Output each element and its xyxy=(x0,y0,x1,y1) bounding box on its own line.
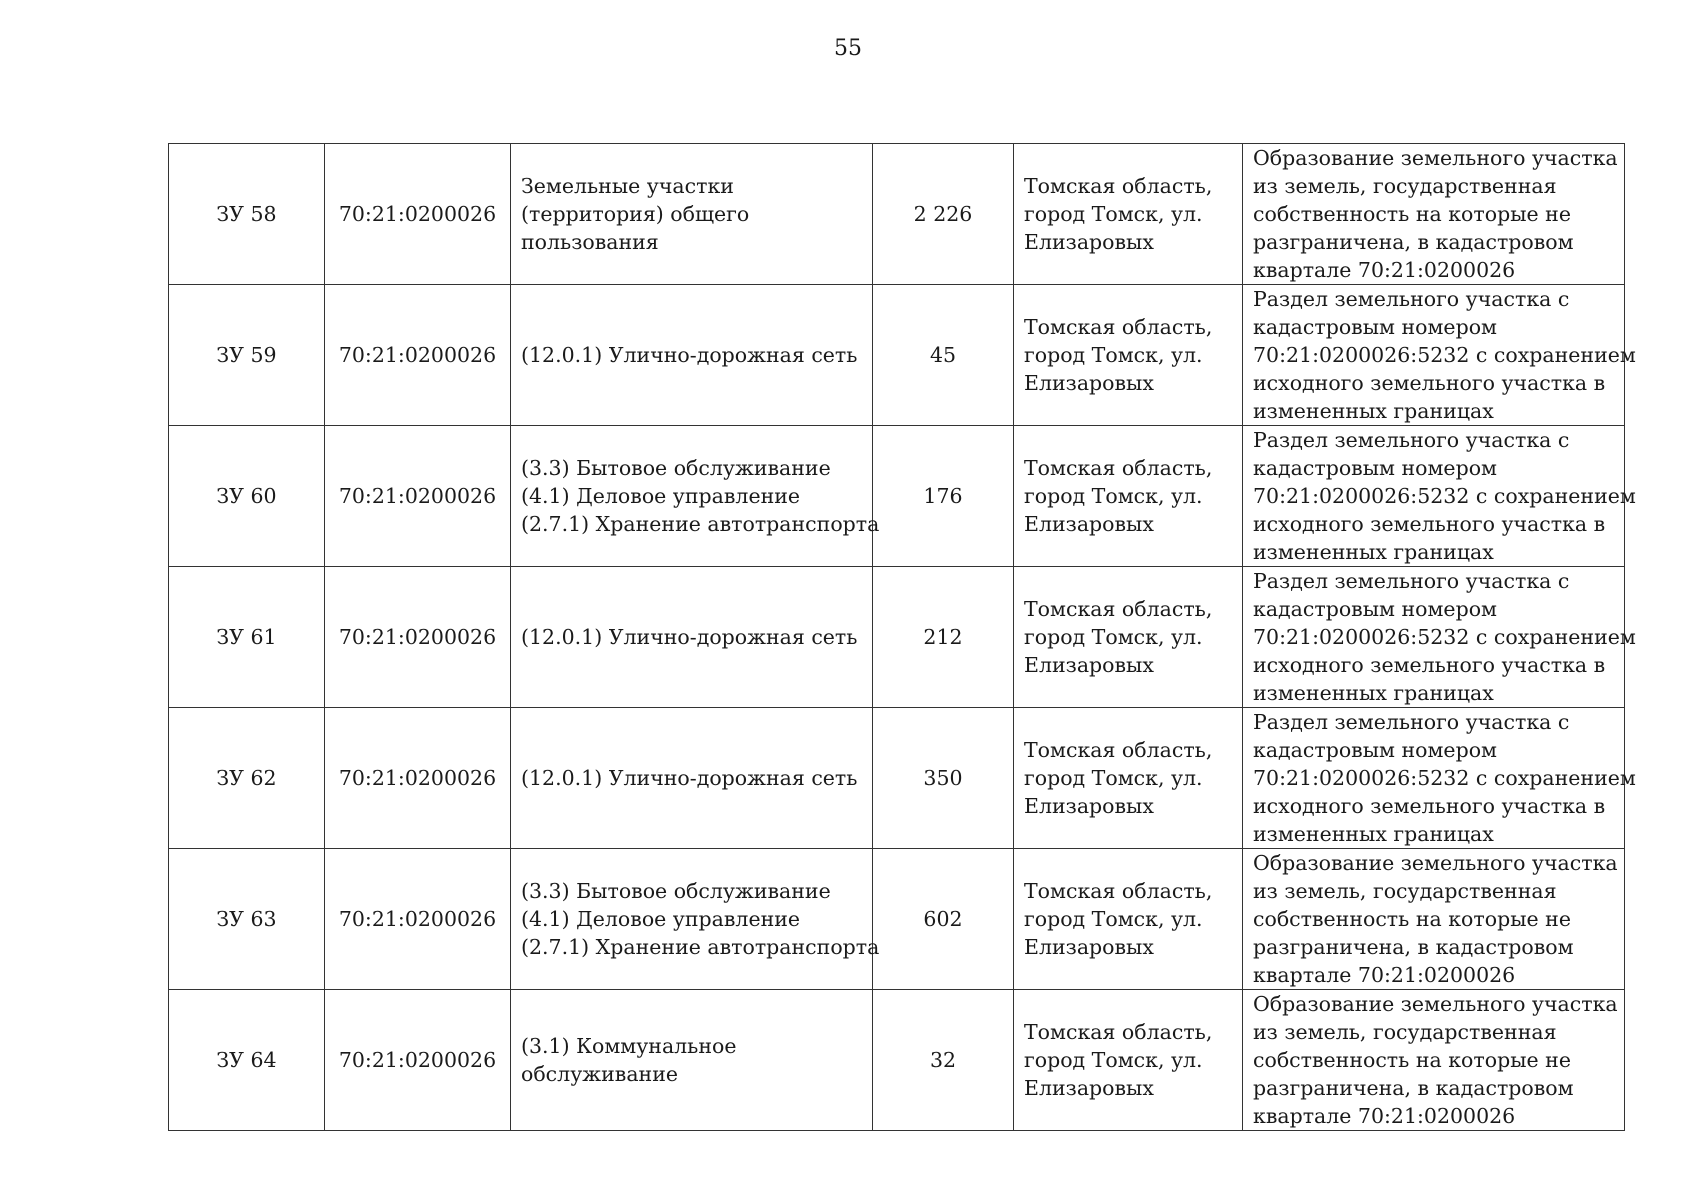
table-row xyxy=(169,849,1625,990)
address-line: Томская область, xyxy=(1024,315,1213,339)
address-line: город Томск, ул. xyxy=(1024,484,1203,508)
plot-id-cell: ЗУ 58 xyxy=(169,144,325,285)
area-cell: 45 xyxy=(873,285,1014,426)
address-line: город Томск, ул. xyxy=(1024,1048,1203,1072)
formation-method-line: измененных границах xyxy=(1253,681,1494,705)
cadastral-quarter-cell: 70:21:0200026 xyxy=(325,426,511,567)
plot-id-cell: ЗУ 63 xyxy=(169,849,325,990)
permitted-use-line: (3.3) Бытовое обслуживание xyxy=(521,879,831,903)
formation-method-line: из земель, государственная xyxy=(1253,1020,1557,1044)
address-line: город Томск, ул. xyxy=(1024,907,1203,931)
formation-method-line: квартале 70:21:0200026 xyxy=(1253,963,1516,987)
permitted-use-cell xyxy=(511,144,873,285)
formation-method-line: разграничена, в кадастровом xyxy=(1253,230,1574,254)
address-cell xyxy=(1014,990,1243,1131)
table-row xyxy=(169,144,1625,285)
formation-method-cell xyxy=(1243,708,1636,849)
address-line: город Томск, ул. xyxy=(1024,343,1203,367)
area-cell: 2 226 xyxy=(873,144,1014,285)
permitted-use-line: (3.1) Коммунальное xyxy=(521,1034,737,1058)
permitted-use-line: (4.1) Деловое управление xyxy=(521,484,801,508)
permitted-use-line: (2.7.1) Хранение автотранспорта xyxy=(521,512,880,536)
area-cell: 176 xyxy=(873,426,1014,567)
address-line: Елизаровых xyxy=(1024,1076,1154,1100)
formation-method-line: квартале 70:21:0200026 xyxy=(1253,258,1516,282)
address-line: Томская область, xyxy=(1024,879,1213,903)
formation-method-line: Образование земельного участка xyxy=(1253,851,1618,875)
permitted-use-line: (4.1) Деловое управление xyxy=(521,907,801,931)
formation-method-line: кадастровым номером xyxy=(1253,315,1497,339)
table-row xyxy=(169,567,1625,708)
area-cell: 212 xyxy=(873,567,1014,708)
permitted-use-line: Земельные участки xyxy=(521,174,734,198)
formation-method-cell xyxy=(1243,567,1636,708)
formation-method-line: собственность на которые не xyxy=(1253,202,1571,226)
address-cell xyxy=(1014,285,1243,426)
permitted-use-line: обслуживание xyxy=(521,1062,678,1086)
formation-method-line: кадастровым номером xyxy=(1253,597,1497,621)
formation-method-cell xyxy=(1243,849,1625,990)
formation-method-line: Раздел земельного участка с xyxy=(1253,428,1570,452)
formation-method-cell xyxy=(1243,144,1625,285)
address-line: Томская область, xyxy=(1024,174,1213,198)
formation-method-line: Раздел земельного участка с xyxy=(1253,287,1570,311)
formation-method-line: исходного земельного участка в xyxy=(1253,512,1606,536)
formation-method-line: разграничена, в кадастровом xyxy=(1253,935,1574,959)
cadastral-quarter-cell: 70:21:0200026 xyxy=(325,990,511,1131)
plot-id-cell: ЗУ 62 xyxy=(169,708,325,849)
permitted-use-line: (12.0.1) Улично-дорожная сеть xyxy=(521,625,858,649)
address-line: Елизаровых xyxy=(1024,794,1154,818)
address-line: Томская область, xyxy=(1024,456,1213,480)
formation-method-line: измененных границах xyxy=(1253,822,1494,846)
formation-method-line: 70:21:0200026:5232 с сохранением xyxy=(1253,484,1636,508)
table-row xyxy=(169,285,1625,426)
address-cell xyxy=(1014,849,1243,990)
address-line: Елизаровых xyxy=(1024,935,1154,959)
formation-method-line: собственность на которые не xyxy=(1253,907,1571,931)
formation-method-line: 70:21:0200026:5232 с сохранением xyxy=(1253,625,1636,649)
formation-method-line: 70:21:0200026:5232 с сохранением xyxy=(1253,766,1636,790)
formation-method-line: исходного земельного участка в xyxy=(1253,794,1606,818)
formation-method-line: из земель, государственная xyxy=(1253,879,1557,903)
address-line: Томская область, xyxy=(1024,1020,1213,1044)
land-plots-table xyxy=(168,143,1636,1131)
address-line: Елизаровых xyxy=(1024,371,1154,395)
formation-method-line: исходного земельного участка в xyxy=(1253,653,1606,677)
permitted-use-cell xyxy=(511,567,873,708)
page-number: 55 xyxy=(834,36,862,61)
address-line: Елизаровых xyxy=(1024,512,1154,536)
cadastral-quarter-cell: 70:21:0200026 xyxy=(325,567,511,708)
formation-method-line: измененных границах xyxy=(1253,399,1494,423)
permitted-use-cell xyxy=(511,708,873,849)
plot-id-cell: ЗУ 64 xyxy=(169,990,325,1131)
area-cell: 350 xyxy=(873,708,1014,849)
address-cell xyxy=(1014,708,1243,849)
address-line: Елизаровых xyxy=(1024,230,1154,254)
formation-method-line: Образование земельного участка xyxy=(1253,146,1618,170)
formation-method-line: исходного земельного участка в xyxy=(1253,371,1606,395)
area-cell: 602 xyxy=(873,849,1014,990)
address-line: Томская область, xyxy=(1024,738,1213,762)
formation-method-cell xyxy=(1243,285,1636,426)
permitted-use-cell xyxy=(511,849,880,990)
permitted-use-line: (12.0.1) Улично-дорожная сеть xyxy=(521,343,858,367)
address-line: город Томск, ул. xyxy=(1024,625,1203,649)
permitted-use-line: пользования xyxy=(521,230,659,254)
plot-id-cell: ЗУ 59 xyxy=(169,285,325,426)
permitted-use-cell xyxy=(511,426,880,567)
address-cell xyxy=(1014,567,1243,708)
formation-method-line: из земель, государственная xyxy=(1253,174,1557,198)
permitted-use-line: (территория) общего xyxy=(521,202,750,226)
permitted-use-line: (2.7.1) Хранение автотранспорта xyxy=(521,935,880,959)
plot-id-cell: ЗУ 61 xyxy=(169,567,325,708)
table-row xyxy=(169,708,1625,849)
table-body xyxy=(169,144,1636,1131)
cadastral-quarter-cell: 70:21:0200026 xyxy=(325,849,511,990)
permitted-use-line: (3.3) Бытовое обслуживание xyxy=(521,456,831,480)
address-line: город Томск, ул. xyxy=(1024,766,1203,790)
table-row xyxy=(169,426,1625,567)
formation-method-line: собственность на которые не xyxy=(1253,1048,1571,1072)
address-line: Томская область, xyxy=(1024,597,1213,621)
address-cell xyxy=(1014,144,1243,285)
cadastral-quarter-cell: 70:21:0200026 xyxy=(325,708,511,849)
formation-method-line: разграничена, в кадастровом xyxy=(1253,1076,1574,1100)
formation-method-line: Образование земельного участка xyxy=(1253,992,1618,1016)
plot-id-cell: ЗУ 60 xyxy=(169,426,325,567)
formation-method-line: Раздел земельного участка с xyxy=(1253,710,1570,734)
formation-method-line: кадастровым номером xyxy=(1253,738,1497,762)
permitted-use-line: (12.0.1) Улично-дорожная сеть xyxy=(521,766,858,790)
formation-method-line: кадастровым номером xyxy=(1253,456,1497,480)
permitted-use-cell xyxy=(511,990,873,1131)
address-line: город Томск, ул. xyxy=(1024,202,1203,226)
formation-method-line: 70:21:0200026:5232 с сохранением xyxy=(1253,343,1636,367)
table-row xyxy=(169,990,1625,1131)
formation-method-cell xyxy=(1243,990,1625,1131)
cadastral-quarter-cell: 70:21:0200026 xyxy=(325,285,511,426)
formation-method-line: измененных границах xyxy=(1253,540,1494,564)
area-cell: 32 xyxy=(873,990,1014,1131)
formation-method-cell xyxy=(1243,426,1636,567)
formation-method-line: Раздел земельного участка с xyxy=(1253,569,1570,593)
address-cell xyxy=(1014,426,1243,567)
cadastral-quarter-cell: 70:21:0200026 xyxy=(325,144,511,285)
formation-method-line: квартале 70:21:0200026 xyxy=(1253,1104,1516,1128)
address-line: Елизаровых xyxy=(1024,653,1154,677)
permitted-use-cell xyxy=(511,285,873,426)
